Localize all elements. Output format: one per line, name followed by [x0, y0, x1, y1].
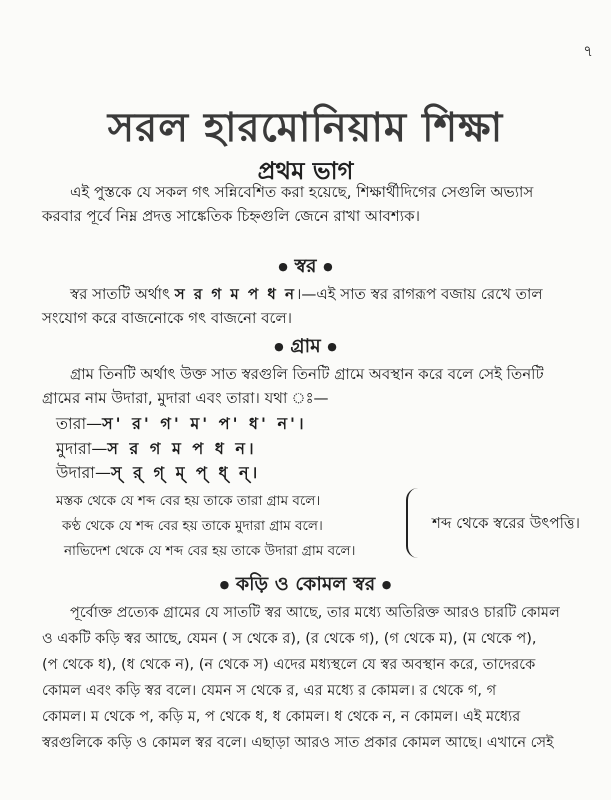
kori-line-3: (প থেকে ধ), (ধ থেকে ন), (ন থেকে স) এদের মধ্যস্থলে যে স্বর অবস্থান করে, তাদেরকে	[42, 657, 536, 673]
intro-line-1: এই পুস্তকে যে সকল গৎ সন্নিবেশিত করা হয়েছে, শিক্ষার্থীদিগের সেগুলি অভ্যাস	[70, 183, 534, 201]
kori-line-5: কোমল। ম থেকে প, কড়ি ম, প থেকে ধ, ধ কোমল। ধ থেকে ন, ন কোমল। এই মধ্যের	[42, 709, 521, 725]
bullet-dot-icon: ●	[323, 260, 333, 273]
bullet-dot-icon: ●	[381, 578, 392, 591]
gram-heading	[0, 332, 611, 364]
svar-heading	[0, 252, 611, 284]
bullet-dot-icon: ●	[274, 340, 284, 353]
gram-paragraph	[42, 362, 590, 410]
kori-paragraph	[42, 600, 590, 756]
page-number: ৭	[583, 42, 593, 60]
bullet-dot-icon: ●	[327, 340, 337, 353]
svar-text-before: স্বর সাতটি অর্থাৎ	[70, 285, 170, 303]
page-subtitle: প্রথম ভাগ	[257, 157, 354, 185]
gram-heading-text: গ্রাম	[290, 335, 321, 357]
udara-notes: স্ র্ গ্ ম্ প্ ধ্ ন্।	[110, 463, 261, 482]
svar-text-after: ।—এই সাত স্বর রাগরূপ বজায় রেখে তাল	[295, 285, 543, 303]
svar-heading-text: স্বর	[294, 255, 317, 277]
source-line-1: মস্তক থেকে যে শব্দ বের হয় তাকে তারা গ্রাম বলে।	[56, 493, 321, 509]
tara-notes: স' র' গ' ম' প' ধ' ন'।	[102, 414, 307, 433]
svar-line-2: সংযোগ করে বাজনোকে গৎ বাজনো বলে।	[42, 309, 293, 327]
kori-line-4: কোমল এবং কড়ি স্বর বলে। যেমন স থেকে র, এর মধ্যে র কোমল। র থেকে গ, গ	[42, 683, 497, 699]
udara-row	[56, 460, 260, 487]
intro-line-2: করবার পূর্বে নিম্ন প্রদত্ত সাঙ্কেতিক চিহ্নগুলি জেনে রাখা আবশ্যক।	[42, 207, 420, 225]
bullet-dot-icon: ●	[219, 578, 230, 591]
mudara-row	[56, 436, 257, 463]
brace-label: শব্দ থেকে স্বরের উৎপত্তি।	[432, 514, 580, 532]
tara-row	[56, 411, 307, 438]
mudara-label: মুদারা—	[56, 439, 108, 458]
svar-notes: স র গ ম প ধ ন	[174, 285, 296, 303]
gram-line-1: গ্রাম তিনটি অর্থাৎ উক্ত সাত স্বরগুলি তিনটি গ্রামে অবস্থান করে বলে সেই তিনটি	[70, 365, 544, 383]
tara-label: তারা—	[56, 414, 103, 433]
bullet-dot-icon: ●	[278, 260, 288, 273]
source-line-3: নাভিদেশ থেকে যে শব্দ বের হয় তাকে উদারা গ্রাম বলে।	[64, 543, 356, 559]
kori-line-2: ও একটি কড়ি স্বর আছে, যেমন ( স থেকে র), (র থেকে গ), (গ থেকে ম), (ম থেকে প),	[42, 631, 537, 647]
svar-line-1	[42, 282, 590, 306]
source-line-2: কণ্ঠ থেকে যে শব্দ বের হয় তাকে মুদারা গ্রাম বলে।	[62, 518, 323, 534]
gram-line-2: গ্রামের নাম উদারা, মুদারা এবং তারা। যথা ঃ—	[42, 389, 329, 407]
intro-paragraph	[42, 180, 590, 228]
kori-heading-text: কড়ি ও কোমল স্বর	[235, 573, 376, 595]
kori-line-1: পূর্বোক্ত প্রত্যেক গ্রামের যে সাতটি স্বর আছে, তার মধ্যে অতিরিক্ত আরও চারটি কোমল	[70, 605, 560, 621]
page-title: সরল হারমোনিয়াম শিক্ষা	[107, 104, 504, 151]
kori-line-6: স্বরগুলিকে কড়ি ও কোমল স্বর বলে। এছাড়া আরও সাত প্রকার কোমল আছে। এখানে সেই	[42, 735, 554, 751]
udara-label: উদারা—	[56, 463, 111, 482]
curly-brace-icon	[406, 488, 422, 558]
svar-paragraph	[42, 282, 590, 330]
kori-heading	[0, 570, 611, 602]
mudara-notes: স র গ ম প ধ ন।	[107, 439, 257, 458]
